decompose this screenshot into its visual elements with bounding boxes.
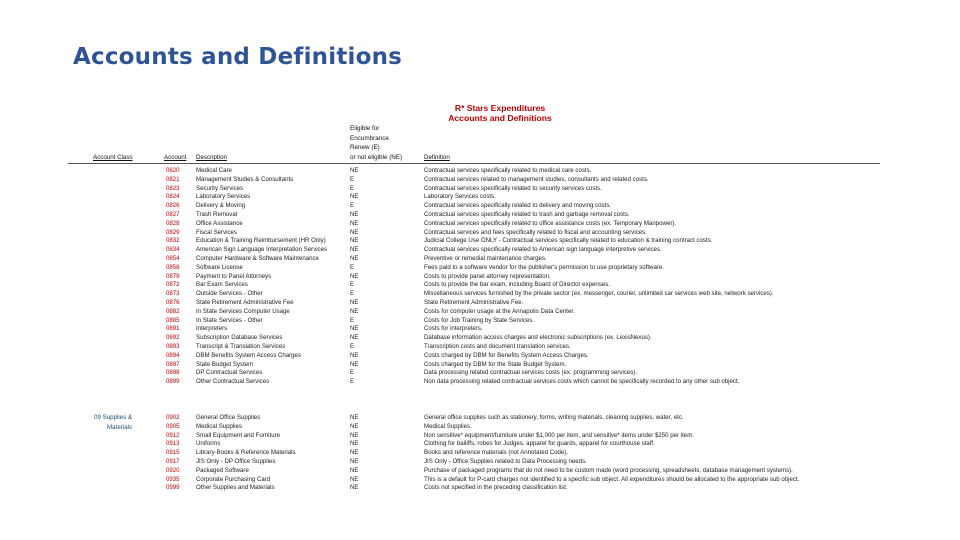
account-description: Packaged Software: [196, 466, 249, 474]
account-description: Fiscal Services: [196, 228, 237, 236]
account-description: State Budget System: [196, 360, 254, 368]
eligibility-code: NE: [350, 360, 359, 368]
table-row: [0, 334, 960, 342]
account-definition: Contractual services related to management studies, consultants and related costs.: [424, 175, 649, 183]
table-row: [0, 369, 960, 377]
account-code: 0915: [166, 449, 180, 457]
account-description: JIS Only - DP Office Supplies: [196, 458, 276, 465]
account-code: 0905: [166, 422, 180, 430]
account-definition: Database information access charges and electronic subscriptions (ex. LexisNexus).: [424, 334, 652, 342]
account-description: In State Services Computer Usage: [196, 307, 290, 315]
eligible-header-line: Encumbrance: [350, 134, 389, 142]
account-description: Small Equipment and Furniture: [196, 431, 281, 439]
account-code: 0917: [166, 458, 180, 465]
account-code: 0902: [166, 414, 180, 421]
table-row: [0, 378, 960, 386]
eligibility-code: E: [350, 175, 355, 183]
eligibility-code: NE: [350, 167, 359, 174]
account-definition: Costs charged by DBM for the State Budget System.: [424, 360, 567, 368]
account-code: 0873: [166, 290, 180, 298]
account-class-label: 09 Supplies &: [94, 414, 133, 421]
eligibility-code: E: [350, 343, 355, 350]
account-definition: JIS Only - Office Supplies related to Data Processing needs.: [424, 458, 587, 465]
account-code: 0828: [166, 219, 180, 227]
account-definition: Clothing for bailiffs, robes for Judges, apparel for guards, apparel for courthouse staff.: [424, 440, 655, 448]
account-definition: Purchase of packaged programs that do not need to be custom made (word processing, spreadsheets, database management systems).: [424, 466, 793, 474]
account-code: 0897: [166, 360, 180, 368]
table-row: [0, 193, 960, 201]
account-code: 0893: [166, 343, 180, 350]
account-description: Other Supplies and Materials: [196, 484, 275, 492]
account-definition: Miscellaneous services furnished by the private sector (ex. messenger, courier, unlimited car services web site, network services).: [424, 290, 774, 298]
account-code: 0821: [166, 175, 180, 183]
account-code: 0891: [166, 325, 180, 333]
account-definition: Contractual services and fees specifically related to fiscal and accounting services.: [424, 228, 647, 236]
account-description: Education & Training Reimbursement (HR Only): [196, 237, 326, 245]
account-description: DBM Benefits System Access Charges: [196, 351, 301, 359]
account-description: Payment to Panel Attorneys: [196, 272, 272, 280]
account-code: 0823: [166, 184, 180, 192]
eligibility-code: NE: [350, 193, 359, 201]
account-description: Laboratory Services: [196, 193, 251, 201]
table-row: [0, 264, 960, 272]
account-code: 0820: [166, 167, 180, 174]
account-header: Account: [164, 154, 187, 161]
table-row: [0, 449, 960, 457]
eligibility-code: NE: [350, 466, 359, 474]
account-definition: Contractual services specifically related to security services costs.: [424, 184, 602, 192]
eligibility-code: NE: [350, 307, 359, 315]
account-definition: Contractual services specifically related to delivery and moving costs.: [424, 202, 611, 210]
account-code: 0824: [166, 193, 180, 201]
account-definition: Fees paid to a software vendor for the publisher's permission to use proprietary software.: [424, 263, 664, 271]
account-definition: Costs to provide panel attorney representation.: [424, 272, 551, 280]
eligible-header-line: Eligible for: [350, 125, 380, 132]
eligibility-code: E: [350, 378, 355, 386]
account-definition: Costs for Job Training by State Services.: [424, 316, 535, 324]
account-description: Uniforms: [196, 440, 221, 448]
eligibility-code: NE: [350, 334, 359, 342]
eligibility-code: NE: [350, 414, 359, 421]
table-row: [0, 467, 960, 475]
account-description: Medical Supplies: [196, 422, 243, 430]
account-code: 0882: [166, 307, 180, 315]
account-code: 0829: [166, 228, 180, 236]
account-code: 0885: [166, 316, 180, 324]
account-description: Interpreters: [196, 325, 228, 333]
account-code: 0920: [166, 466, 180, 474]
document-subtitle: Accounts and Definitions: [448, 113, 552, 123]
account-code: 0832: [166, 237, 180, 245]
table-row: [0, 290, 960, 298]
eligibility-code: NE: [350, 228, 359, 236]
eligibility-code: E: [350, 290, 355, 298]
account-code: 0854: [166, 255, 180, 262]
account-definition: State Retirement Administrative Fee.: [424, 299, 524, 306]
table-row: [0, 255, 960, 263]
table-row: [0, 308, 960, 316]
account-code: 0912: [166, 431, 180, 439]
account-description: Outside Services - Other: [196, 290, 263, 298]
account-definition: Contractual services specifically related to American sign language interpretive services.: [424, 246, 662, 254]
eligible-column-header: [350, 124, 430, 162]
eligibility-code: NE: [350, 475, 359, 483]
account-code: 0898: [166, 369, 180, 377]
table-row: [0, 246, 960, 254]
account-definition: Transcription costs and document translation services.: [424, 343, 571, 350]
document-title: R* Stars Expenditures: [454, 103, 546, 113]
table-row: [0, 281, 960, 289]
eligibility-code: E: [350, 202, 355, 210]
account-definition: This is a default for P-card charges not identified to a specific sub object. All expenditures should be allocated to the appropriate sub object.: [424, 475, 800, 483]
table-row: [0, 352, 960, 360]
table-row: [0, 432, 960, 440]
eligibility-code: E: [350, 316, 355, 324]
account-code: 0876: [166, 299, 180, 306]
account-description: Medical Care: [196, 167, 232, 174]
account-description: Subscription Database Services: [196, 334, 283, 342]
table-row: [0, 361, 960, 369]
account-description: General Office Supplies: [196, 414, 261, 421]
account-definition: Judicial College Use ONLY - Contractual services specifically related to education & training contract costs.: [424, 237, 713, 245]
account-description: Transcript & Translation Services: [196, 343, 286, 350]
account-description: Trash Removal: [196, 211, 238, 218]
eligibility-code: NE: [350, 431, 359, 439]
account-definition: Medical Supplies.: [424, 422, 472, 430]
account-definition: Contractual services specifically related to office assistance costs (ex. Temporary Manpower).: [424, 219, 677, 227]
eligibility-code: NE: [350, 458, 359, 465]
account-description: Corporate Purchasing Card: [196, 475, 271, 483]
definition-header: Definition: [424, 154, 450, 161]
table-row: [0, 484, 960, 492]
slide-title: Accounts and Definitions: [73, 44, 403, 70]
account-description: Security Services: [196, 184, 244, 192]
account-definition: Costs for computer usage at the Annapolis Data Center.: [424, 307, 575, 315]
account-code: 0834: [166, 246, 180, 254]
eligible-header-line: or not eligible (NE): [350, 153, 403, 161]
account-code: 0826: [166, 202, 180, 210]
description-header: Description: [196, 154, 227, 161]
account-description: Library-Books & Reference Materials: [196, 449, 296, 457]
table-row: [0, 423, 960, 431]
account-code: 0899: [166, 378, 180, 386]
eligibility-code: NE: [350, 246, 359, 254]
table-row: [0, 220, 960, 228]
eligibility-code: E: [350, 184, 355, 192]
account-definition: Costs for interpreters.: [424, 325, 483, 333]
account-definition: Data processing related contractual services costs (ex. programming services).: [424, 369, 638, 377]
account-description: Other Contractual Services: [196, 378, 270, 386]
account-definition: General office supplies such as stationery, forms, writing materials, cleaning supplies, water, etc.: [424, 414, 684, 421]
account-definition: Contractual services specifically related to trash and garbage removal costs.: [424, 211, 630, 218]
account-code: 0999: [166, 484, 180, 492]
eligibility-code: NE: [350, 440, 359, 448]
eligibility-code: E: [350, 369, 355, 377]
account-code: 0892: [166, 334, 180, 342]
account-description: State Retirement Administrative Fee: [196, 299, 294, 306]
table-row: [0, 476, 960, 484]
eligible-header-line: Renew (E): [350, 144, 380, 151]
account-description: Management Studies & Consultants: [196, 175, 294, 183]
account-code: 0872: [166, 281, 180, 289]
eligibility-code: NE: [350, 255, 359, 262]
account-definition: Laboratory Services costs.: [424, 193, 496, 201]
account-description: In State Services - Other: [196, 316, 263, 324]
eligibility-code: NE: [350, 237, 359, 245]
table-row: [0, 343, 960, 351]
eligibility-code: NE: [350, 299, 359, 306]
account-definition: Contractual services specifically related to medical care costs.: [424, 167, 592, 174]
table-row: [0, 167, 960, 175]
eligibility-code: NE: [350, 325, 359, 333]
account-definition: Preventive or remedial maintenance charges.: [424, 255, 547, 262]
account-code: 0879: [166, 272, 180, 280]
eligibility-code: E: [350, 281, 355, 289]
table-row: [0, 211, 960, 219]
eligibility-code: NE: [350, 272, 359, 280]
account-description: Office Assistance: [196, 219, 243, 227]
table-row: [0, 237, 960, 245]
account-definition: Costs charged by DBM for Benefits System Access Charges.: [424, 351, 589, 359]
eligibility-code: NE: [350, 351, 359, 359]
eligibility-code: NE: [350, 211, 359, 218]
table-row: [0, 229, 960, 237]
account-description: American Sign Language Interpretation Services: [196, 246, 328, 254]
account-code: 0827: [166, 211, 180, 218]
account-code: 0913: [166, 440, 180, 448]
table-row: [0, 325, 960, 333]
table-row: [0, 202, 960, 210]
account-code: 0935: [166, 475, 180, 483]
account-definition: Costs to provide the bar exam, including Board of Director expenses.: [424, 281, 610, 289]
eligibility-code: NE: [350, 219, 359, 227]
table-row: [0, 414, 960, 422]
table-row: [0, 440, 960, 448]
table-row: [0, 185, 960, 193]
eligibility-code: NE: [350, 449, 359, 457]
table-row: [0, 317, 960, 325]
table-row: [0, 458, 960, 466]
eligibility-code: E: [350, 263, 355, 271]
account-description: Software License: [196, 263, 243, 271]
table-row: [0, 176, 960, 184]
account-description: Bar Exam Services: [196, 281, 248, 289]
account-definition: Books and reference materials (not Annotated Code).: [424, 449, 568, 457]
account-class-header: Account Class: [93, 154, 133, 161]
eligibility-code: NE: [350, 422, 359, 430]
account-definition: Non sensitive* equipment/furniture under $1,000 per item, and sensitive* items under $250 per item.: [424, 431, 694, 439]
account-description: Computer Hardware & Software Maintenance: [196, 255, 319, 262]
eligibility-code: NE: [350, 484, 359, 492]
account-code: 0894: [166, 351, 180, 359]
table-row: [0, 273, 960, 281]
account-definition: Non data processing related contractual services costs which cannot be specifically recorded to any other sub object.: [424, 378, 740, 386]
account-description: Delivery & Moving: [196, 202, 246, 210]
account-description: DP Contractual Services: [196, 369, 263, 377]
account-definition: Costs not specified in the preceding classification list.: [424, 484, 568, 492]
account-code: 0858: [166, 263, 180, 271]
header-rule: [68, 163, 880, 164]
table-row: [0, 299, 960, 307]
account-class-label: Materials: [107, 424, 133, 431]
